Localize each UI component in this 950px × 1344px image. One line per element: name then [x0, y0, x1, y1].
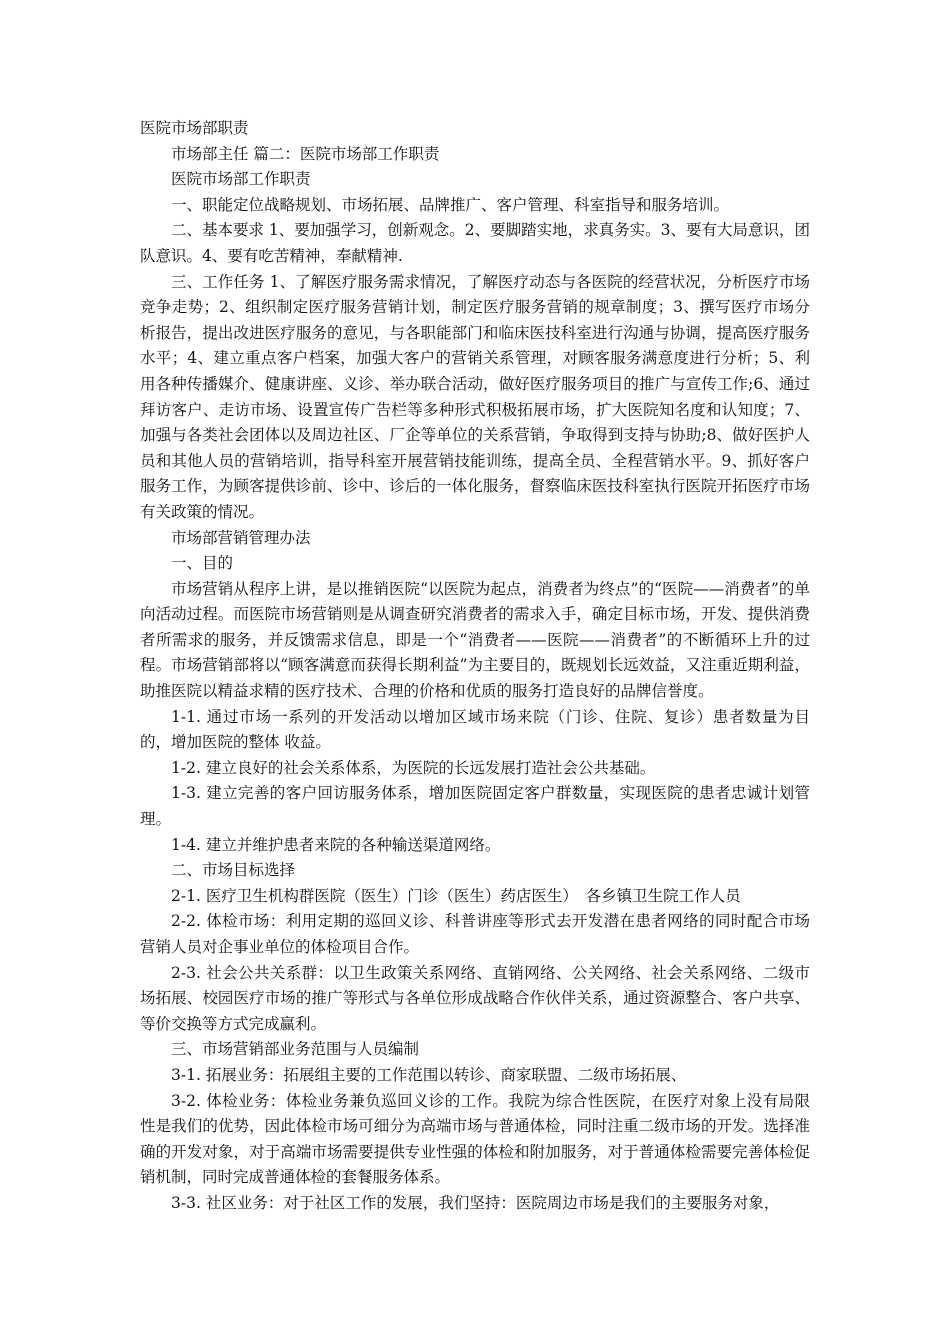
paragraph: 1-4. 建立并维护患者来院的各种输送渠道网络。: [171, 835, 501, 854]
paragraph: 3-3. 社区业务：对于社区工作的发展，我们坚持：医院周边市场是我们的主要服务对象，: [171, 1193, 780, 1212]
paragraph: 3-2. 体检业务：体检业务兼负巡回义诊的工作。我院为综合性医院，在医疗对象上没有局限性是我们的优势，因此体检市场可细分为高端市场与普通体检，同时注重二级市场的开发。选择准确的开发对象，对于高端市场需要提供专业性强的体检和附加服务，对于普通体检需要完善体检促销机制，同时完成普通体检的套餐服务体系。: [140, 1091, 810, 1187]
paragraph: 二、基本要求 1、要加强学习，创新观念。2、要脚踏实地，求真务实。3、要有大局意识，团队意识。4、要有吃苦精神，奉献精神.: [140, 221, 811, 265]
paragraph: 2-3. 社会公共关系群：以卫生政策关系网络、直销网络、公关网络、社会关系网络、二级市场拓展、校园医疗市场的推广等形式与各单位形成战略合作伙伴关系，通过资源整合、客户共享、等价交换等方式完成赢利。: [140, 963, 810, 1033]
paragraph: 三、工作任务 1、了解医疗服务需求情况，了解医疗动态与各医院的经营状况，分析医疗市场竞争走势；2、组织制定医疗服务营销计划，制定医疗服务营销的规章制度；3、撰写医疗市场分析报告，提出改进医疗服务的意见，与各职能部门和临床医技科室进行沟通与协调，提高医疗服务水平；4、建立重点客户档案，加强大客户的营销关系管理，对顾客服务满意度进行分析；5、利用各种传播媒介、健康讲座、义诊、举办联合活动，做好医疗服务项目的推广与宣传工作;6、通过拜访客户、走访市场、设置宣传广告栏等多种形式积极拓展市场，扩大医院知名度和认知度；7、加强与各类社会团体以及周边社区、厂企等单位的关系营销，争取得到支持与协助;8、做好医护人员和其他人员的营销培训，指导科室开展营销技能训练，提高全员、全程营销水平。9、抓好客户服务工作，为顾客提供诊前、诊中、诊后的一体化服务，督察临床医技科室执行医院开拓医疗市场有关政策的情况。: [140, 272, 810, 521]
paragraph: 1-3. 建立完善的客户回访服务体系，增加医院固定客户群数量，实现医院的患者忠诚计划管理。: [140, 784, 810, 829]
section-heading: 一、目的: [171, 554, 234, 573]
paragraph: 1-1. 通过市场一系列的开发活动以增加区域市场来院（门诊、住院、复诊）患者数量为目的，增加医院的整体 收益。: [140, 707, 810, 752]
paragraph: 一、职能定位战略规划、市场拓展、品牌推广、客户管理、科室指导和服务培训。: [171, 195, 730, 214]
section-heading: 三、市场营销部业务范围与人员编制: [171, 1040, 420, 1059]
section-heading: 二、市场目标选择: [171, 861, 296, 880]
section-heading: 市场部营销管理办法: [171, 528, 311, 547]
document-page: [140, 116, 810, 1217]
document-title: 医院市场部职责: [140, 119, 249, 137]
document-subtitle: 市场部主任 篇二：医院市场部工作职责: [171, 144, 440, 163]
section-heading: 医院市场部工作职责: [171, 170, 311, 189]
paragraph: 1-2. 建立良好的社会关系体系，为医院的长远发展打造社会公共基础。: [171, 758, 656, 777]
paragraph: 3-1. 拓展业务：拓展组主要的工作范围以转诊、商家联盟、二级市场拓展、: [171, 1065, 687, 1084]
paragraph: 2-1. 医疗卫生机构群医院（医生）门诊（医生）药店医生） 各乡镇卫生院工作人员: [171, 886, 741, 905]
paragraph: 市场营销从程序上讲，是以推销医院“以医院为起点，消费者为终点”的“医院——消费者”的单向活动过程。而医院市场营销则是从调查研究消费者的需求入手，确定目标市场，开发、提供消费者所需求的服务，并反馈需求信息，即是一个“消费者——医院——消费者”的不断循环上升的过程。市场营销部将以“顾客满意而获得长期利益”为主要目的，既规划长远效益，又注重近期利益，助推医院以精益求精的医疗技术、合理的价格和优质的服务打造良好的品牌信誉度。: [140, 579, 810, 701]
paragraph: 2-2. 体检市场：利用定期的巡回义诊、科普讲座等形式去开发潜在患者网络的同时配合市场营销人员对企事业单位的体检项目合作。: [140, 912, 810, 956]
